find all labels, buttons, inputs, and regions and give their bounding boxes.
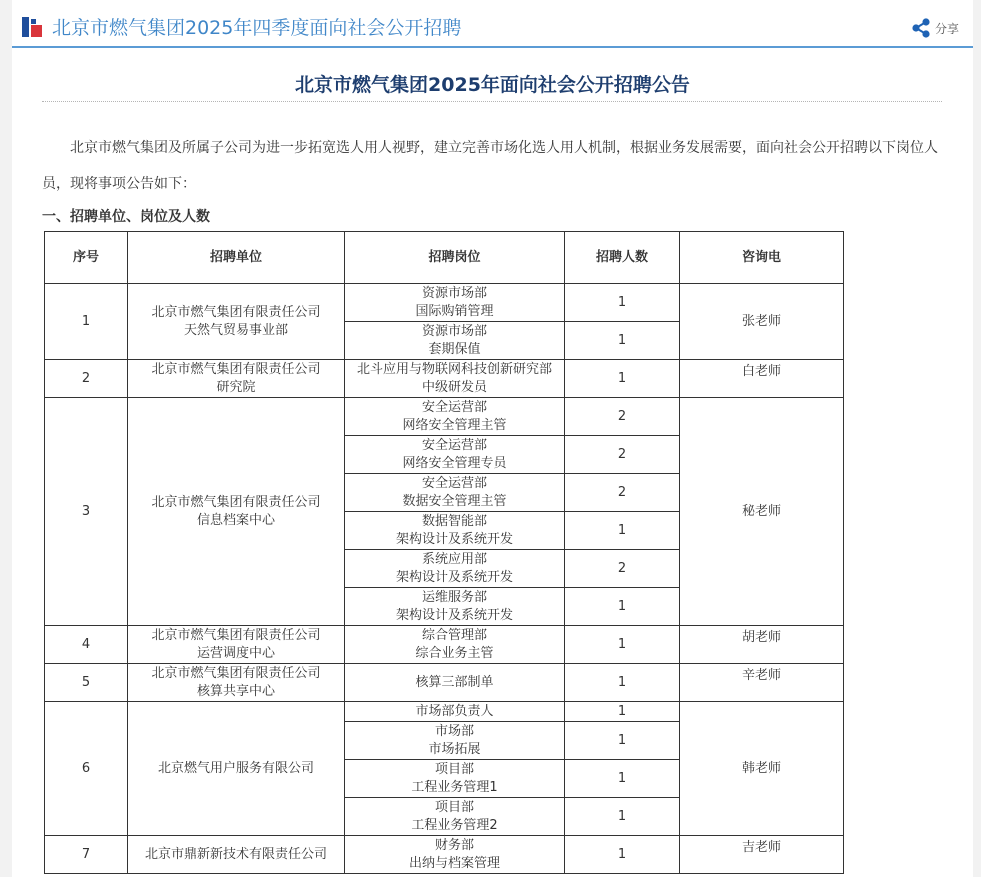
cell-count: 2: [565, 436, 680, 474]
unit-line: 北京市燃气集团有限责任公司: [151, 304, 321, 320]
position-line: 核算三部制单: [415, 674, 494, 690]
position-line: 财务部: [434, 837, 474, 853]
cell-position: [345, 722, 565, 760]
position-line: 综合管理部: [421, 627, 487, 643]
cell-count: 1: [565, 322, 680, 360]
position-line: 数据智能部: [421, 513, 487, 529]
cell-count: 1: [565, 798, 680, 836]
top-bar: [12, 0, 973, 48]
cell-count: 2: [565, 550, 680, 588]
cell-unit: [128, 626, 345, 664]
cell-position: [345, 474, 565, 512]
cell-position: [345, 664, 565, 702]
cell-position: [345, 436, 565, 474]
unit-line: 研究院: [216, 379, 256, 395]
position-line: 市场部负责人: [415, 703, 494, 719]
cell-position: [345, 512, 565, 550]
unit-line: 北京燃气用户服务有限公司: [157, 760, 314, 776]
cell-contact: 秘老师: [680, 398, 844, 626]
table-header-row: [45, 232, 844, 284]
unit-line: 信息档案中心: [196, 512, 275, 528]
cell-contact: 韩老师: [680, 702, 844, 836]
cell-unit: [128, 664, 345, 702]
table-row: [45, 664, 844, 702]
unit-line: 天然气贸易事业部: [183, 322, 288, 338]
position-line: 网络安全管理专员: [402, 455, 507, 471]
cell-count: 1: [565, 722, 680, 760]
cell-unit: [128, 702, 345, 836]
unit-line: 北京市鼎新新技术有限责任公司: [144, 846, 327, 862]
unit-line: 运营调度中心: [196, 645, 275, 661]
share-button[interactable]: [911, 18, 959, 38]
article-title: 北京市燃气集团2025年面向社会公开招聘公告: [295, 74, 690, 96]
header-count: 招聘人数: [565, 232, 680, 284]
cell-count: 1: [565, 760, 680, 798]
unit-line: 北京市燃气集团有限责任公司: [151, 665, 321, 681]
position-line: 市场拓展: [428, 741, 481, 757]
cell-position: [345, 798, 565, 836]
position-line: 工程业务管理2: [411, 817, 498, 833]
unit-line: 北京市燃气集团有限责任公司: [151, 627, 321, 643]
table-body: [45, 284, 844, 874]
cell-position: [345, 398, 565, 436]
cell-count: 1: [565, 836, 680, 874]
cell-no: 7: [45, 836, 128, 874]
share-label: 分享: [934, 21, 959, 36]
position-line: 资源市场部: [421, 285, 487, 301]
cell-contact: 白老师: [680, 360, 844, 398]
site-title[interactable]: 北京市燃气集团2025年四季度面向社会公开招聘: [52, 17, 462, 39]
table-row: [45, 360, 844, 398]
cell-no: 3: [45, 398, 128, 626]
position-line: 资源市场部: [421, 323, 487, 339]
cell-no: 4: [45, 626, 128, 664]
cell-count: 2: [565, 398, 680, 436]
cell-position: [345, 284, 565, 322]
cell-position: [345, 760, 565, 798]
position-line: 架构设计及系统开发: [395, 531, 513, 547]
cell-count: 1: [565, 626, 680, 664]
position-line: 安全运营部: [421, 475, 487, 491]
position-line: 项目部: [434, 761, 474, 777]
position-line: 运维服务部: [421, 589, 487, 605]
article: [12, 48, 973, 877]
cell-position: [345, 626, 565, 664]
cell-no: 2: [45, 360, 128, 398]
cell-position: [345, 550, 565, 588]
cell-contact: 胡老师: [680, 626, 844, 664]
cell-count: 1: [565, 512, 680, 550]
cell-count: 1: [565, 664, 680, 702]
table-row: [45, 626, 844, 664]
cell-contact: 辛老师: [680, 664, 844, 702]
cell-unit: [128, 836, 345, 874]
cell-contact: 吉老师: [680, 836, 844, 874]
position-line: 架构设计及系统开发: [395, 569, 513, 585]
header-position: 招聘岗位: [345, 232, 565, 284]
cell-position: [345, 360, 565, 398]
cell-unit: [128, 284, 345, 360]
cell-count: 1: [565, 702, 680, 722]
site-logo-icon[interactable]: [22, 17, 44, 39]
header-unit: 招聘单位: [128, 232, 345, 284]
position-line: 工程业务管理1: [411, 779, 498, 795]
position-line: 安全运营部: [421, 437, 487, 453]
position-line: 套期保值: [428, 341, 481, 357]
cell-unit: [128, 360, 345, 398]
header-contact: 咨询电: [680, 232, 844, 284]
position-line: 出纳与档案管理: [408, 855, 500, 871]
cell-no: 6: [45, 702, 128, 836]
cell-no: 5: [45, 664, 128, 702]
cell-position: [345, 702, 565, 722]
intro-paragraph: 北京市燃气集团及所属子公司为进一步拓宽选人用人视野，建立完善市场化选人用人机制，根据业务发展需要，面向社会公开招聘以下岗位人员，现将事项公告如下：: [42, 140, 938, 192]
table-row: [45, 836, 844, 874]
cell-position: [345, 322, 565, 360]
table-row: [45, 702, 844, 722]
cell-no: 1: [45, 284, 128, 360]
unit-line: 北京市燃气集团有限责任公司: [151, 494, 321, 510]
recruitment-table: [44, 231, 844, 874]
position-line: 项目部: [434, 799, 474, 815]
position-line: 北斗应用与物联网科技创新研究部: [356, 361, 552, 377]
title-divider: [42, 101, 942, 102]
position-line: 网络安全管理主管: [402, 417, 507, 433]
cell-unit: [128, 398, 345, 626]
position-line: 市场部: [434, 723, 474, 739]
cell-position: [345, 836, 565, 874]
cell-contact: 张老师: [680, 284, 844, 360]
position-line: 系统应用部: [421, 551, 487, 567]
unit-line: 北京市燃气集团有限责任公司: [151, 361, 321, 377]
cell-count: 1: [565, 588, 680, 626]
position-line: 数据安全管理主管: [402, 493, 507, 509]
share-icon: [911, 18, 931, 38]
table-row: [45, 284, 844, 322]
position-line: 安全运营部: [421, 399, 487, 415]
table-row: [45, 398, 844, 436]
cell-count: 1: [565, 284, 680, 322]
unit-line: 核算共享中心: [196, 683, 275, 699]
cell-count: 1: [565, 360, 680, 398]
cell-position: [345, 588, 565, 626]
cell-count: 2: [565, 474, 680, 512]
position-line: 综合业务主管: [415, 645, 494, 661]
header-no: 序号: [45, 232, 128, 284]
section-heading: 一、招聘单位、岗位及人数: [42, 209, 210, 225]
position-line: 架构设计及系统开发: [395, 607, 513, 623]
position-line: 中级研发员: [421, 379, 487, 395]
position-line: 国际购销管理: [415, 303, 494, 319]
